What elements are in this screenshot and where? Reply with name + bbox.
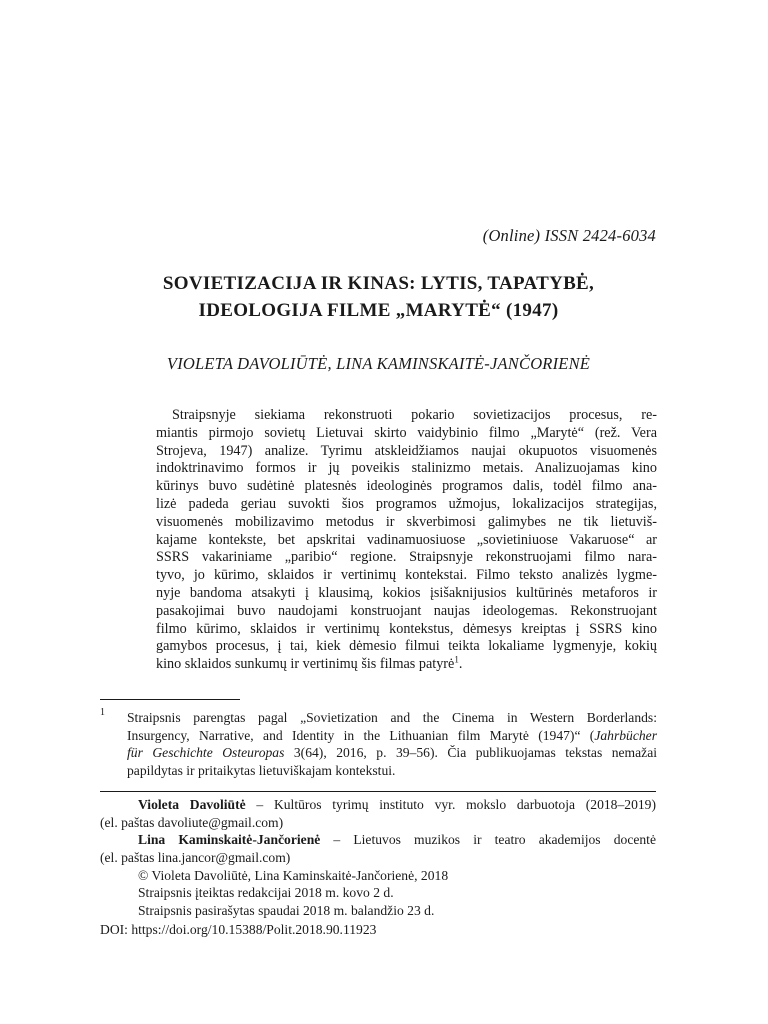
footnote-number: 1	[100, 707, 105, 718]
received-date: Straipsnis įteiktas redakcijai 2018 m. kovo 2 d.	[138, 885, 394, 901]
abstract-line: SSRS vakariniame „paribio“ regione. Straipsnyje rekonstruojami filmo nara-	[156, 549, 657, 566]
footnote-divider	[100, 699, 240, 700]
title-line-2: IDEOLOGIJA FILME „MARYTĖ“ (1947)	[198, 300, 559, 321]
author-1-affiliation	[100, 796, 656, 814]
abstract-line: nyje bandoma atsakyti į klausimą, kokios įsišaknijusios kultūrinės metaforos ir	[156, 584, 657, 601]
abstract-line: Straipsnyje siekiama rekonstruoti pokario sovietizacijos procesus, re-	[172, 407, 657, 423]
abstract-line: indoktrinavimo formos ir jų poveikis stalinizmo metais. Analizuojamas kino	[156, 460, 657, 477]
author-1-email[interactable]: (el. paštas davoliute@gmail.com)	[100, 814, 284, 830]
issn-label: (Online) ISSN 2424-6034	[482, 226, 656, 245]
abstract-line-text: kino sklaidos sunkumų ir vertinimų šis filmas patyrė	[156, 656, 455, 673]
footnote-line	[127, 727, 657, 745]
abstract-line: filmo kūrimo, sklaidos ir vertinimų kontekstus, dėmesys kreiptas į SSRS kino	[156, 620, 657, 637]
abstract-line: lizė padeda geriau suvokti šios programos užmojus, lokalizacijos strategijas,	[156, 495, 657, 512]
abstract-line: Strojeva, 1947) analize. Tyrimu atskleidžiamos naujai okupuotos visuomenės	[156, 442, 657, 459]
copyright-notice: © Violeta Davoliūtė, Lina Kaminskaitė-Jančorienė, 2018	[138, 867, 449, 883]
footnote-text	[127, 709, 657, 779]
abstract-end-punct: .	[458, 656, 463, 673]
accepted-date: Straipsnis pasirašytas spaudai 2018 m. balandžio 23 d.	[138, 903, 435, 919]
article-title	[100, 270, 657, 324]
abstract-line: pasakojimai buvo naudojami konstruojant naujas ideologemas. Rekonstruojant	[156, 602, 657, 619]
abstract-line: miantis pirmojo sovietų Lietuvai skirto vaidybinio filmo „Marytė“ (rež. Vera	[156, 424, 657, 441]
abstract-line: tyvo, jo kūrimo, sklaidos ir vertinimų kontekstai. Filmo teksto analizės lygme-	[156, 567, 657, 584]
doi-link[interactable]: DOI: https://doi.org/10.15388/Polit.2018.90.11923	[100, 922, 377, 937]
abstract	[156, 407, 657, 674]
author-2-email[interactable]: (el. paštas lina.jancor@gmail.com)	[100, 850, 291, 866]
abstract-last-line	[156, 656, 657, 674]
footnote-line-text: Insurgency, Narrative, and Identity in the Lithuanian film Marytė (1947)“ (	[127, 727, 595, 743]
footnote-line-text: 3(64), 2016, p. 39–56). Čia publikuojamas tekstas nemažai	[284, 745, 658, 760]
author-2-description: – Lietuvos muzikos ir teatro akademijos docentė	[320, 832, 656, 848]
footnote-line	[127, 744, 657, 762]
abstract-line: kūrinys buvo sudėtinė platesnės ideologinės programos dalis, todėl filmo ana-	[156, 478, 657, 495]
author-1-description: – Kultūros tyrimų instituto vyr. mokslo darbuotoja (2018–2019)	[245, 797, 656, 812]
footnote-journal: für Geschichte Osteuropas	[127, 745, 285, 760]
footnote-line: papildytas ir pritaikytas lietuviškajam kontekstui.	[127, 762, 396, 778]
article-authors: VIOLETA DAVOLIŪTĖ, LINA KAMINSKAITĖ-JANČORIENĖ	[166, 354, 591, 373]
author-info	[100, 796, 656, 920]
author-2-affiliation	[100, 831, 656, 849]
author-info-divider	[100, 791, 656, 792]
title-line-1: SOVIETIZACIJA IR KINAS: LYTIS, TAPATYBĖ,	[162, 273, 595, 294]
abstract-line: visuomenės mobilizavimo metodus ir skverbimosi galimybes ne tik lietuviš-	[156, 513, 657, 530]
footnote-reference[interactable]: 1	[454, 654, 459, 665]
abstract-line: kajame kontekste, bet apskritai vadinamuosiuose „sovietiniuose Vakaruose“ ar	[156, 531, 657, 548]
author-1-name: Violeta Davoliūtė	[138, 797, 246, 812]
author-2-name: Lina Kaminskaitė-Jančorienė	[138, 832, 321, 848]
abstract-line: gamybos procesus, į tai, kiek dėmesio filmui teikta lokaliame lygmenyje, kokių	[156, 638, 657, 655]
footnote-journal: Jahrbücher	[594, 727, 657, 743]
footnote-line: Straipsnis parengtas pagal „Sovietization and the Cinema in Western Borderlands:	[127, 710, 657, 725]
